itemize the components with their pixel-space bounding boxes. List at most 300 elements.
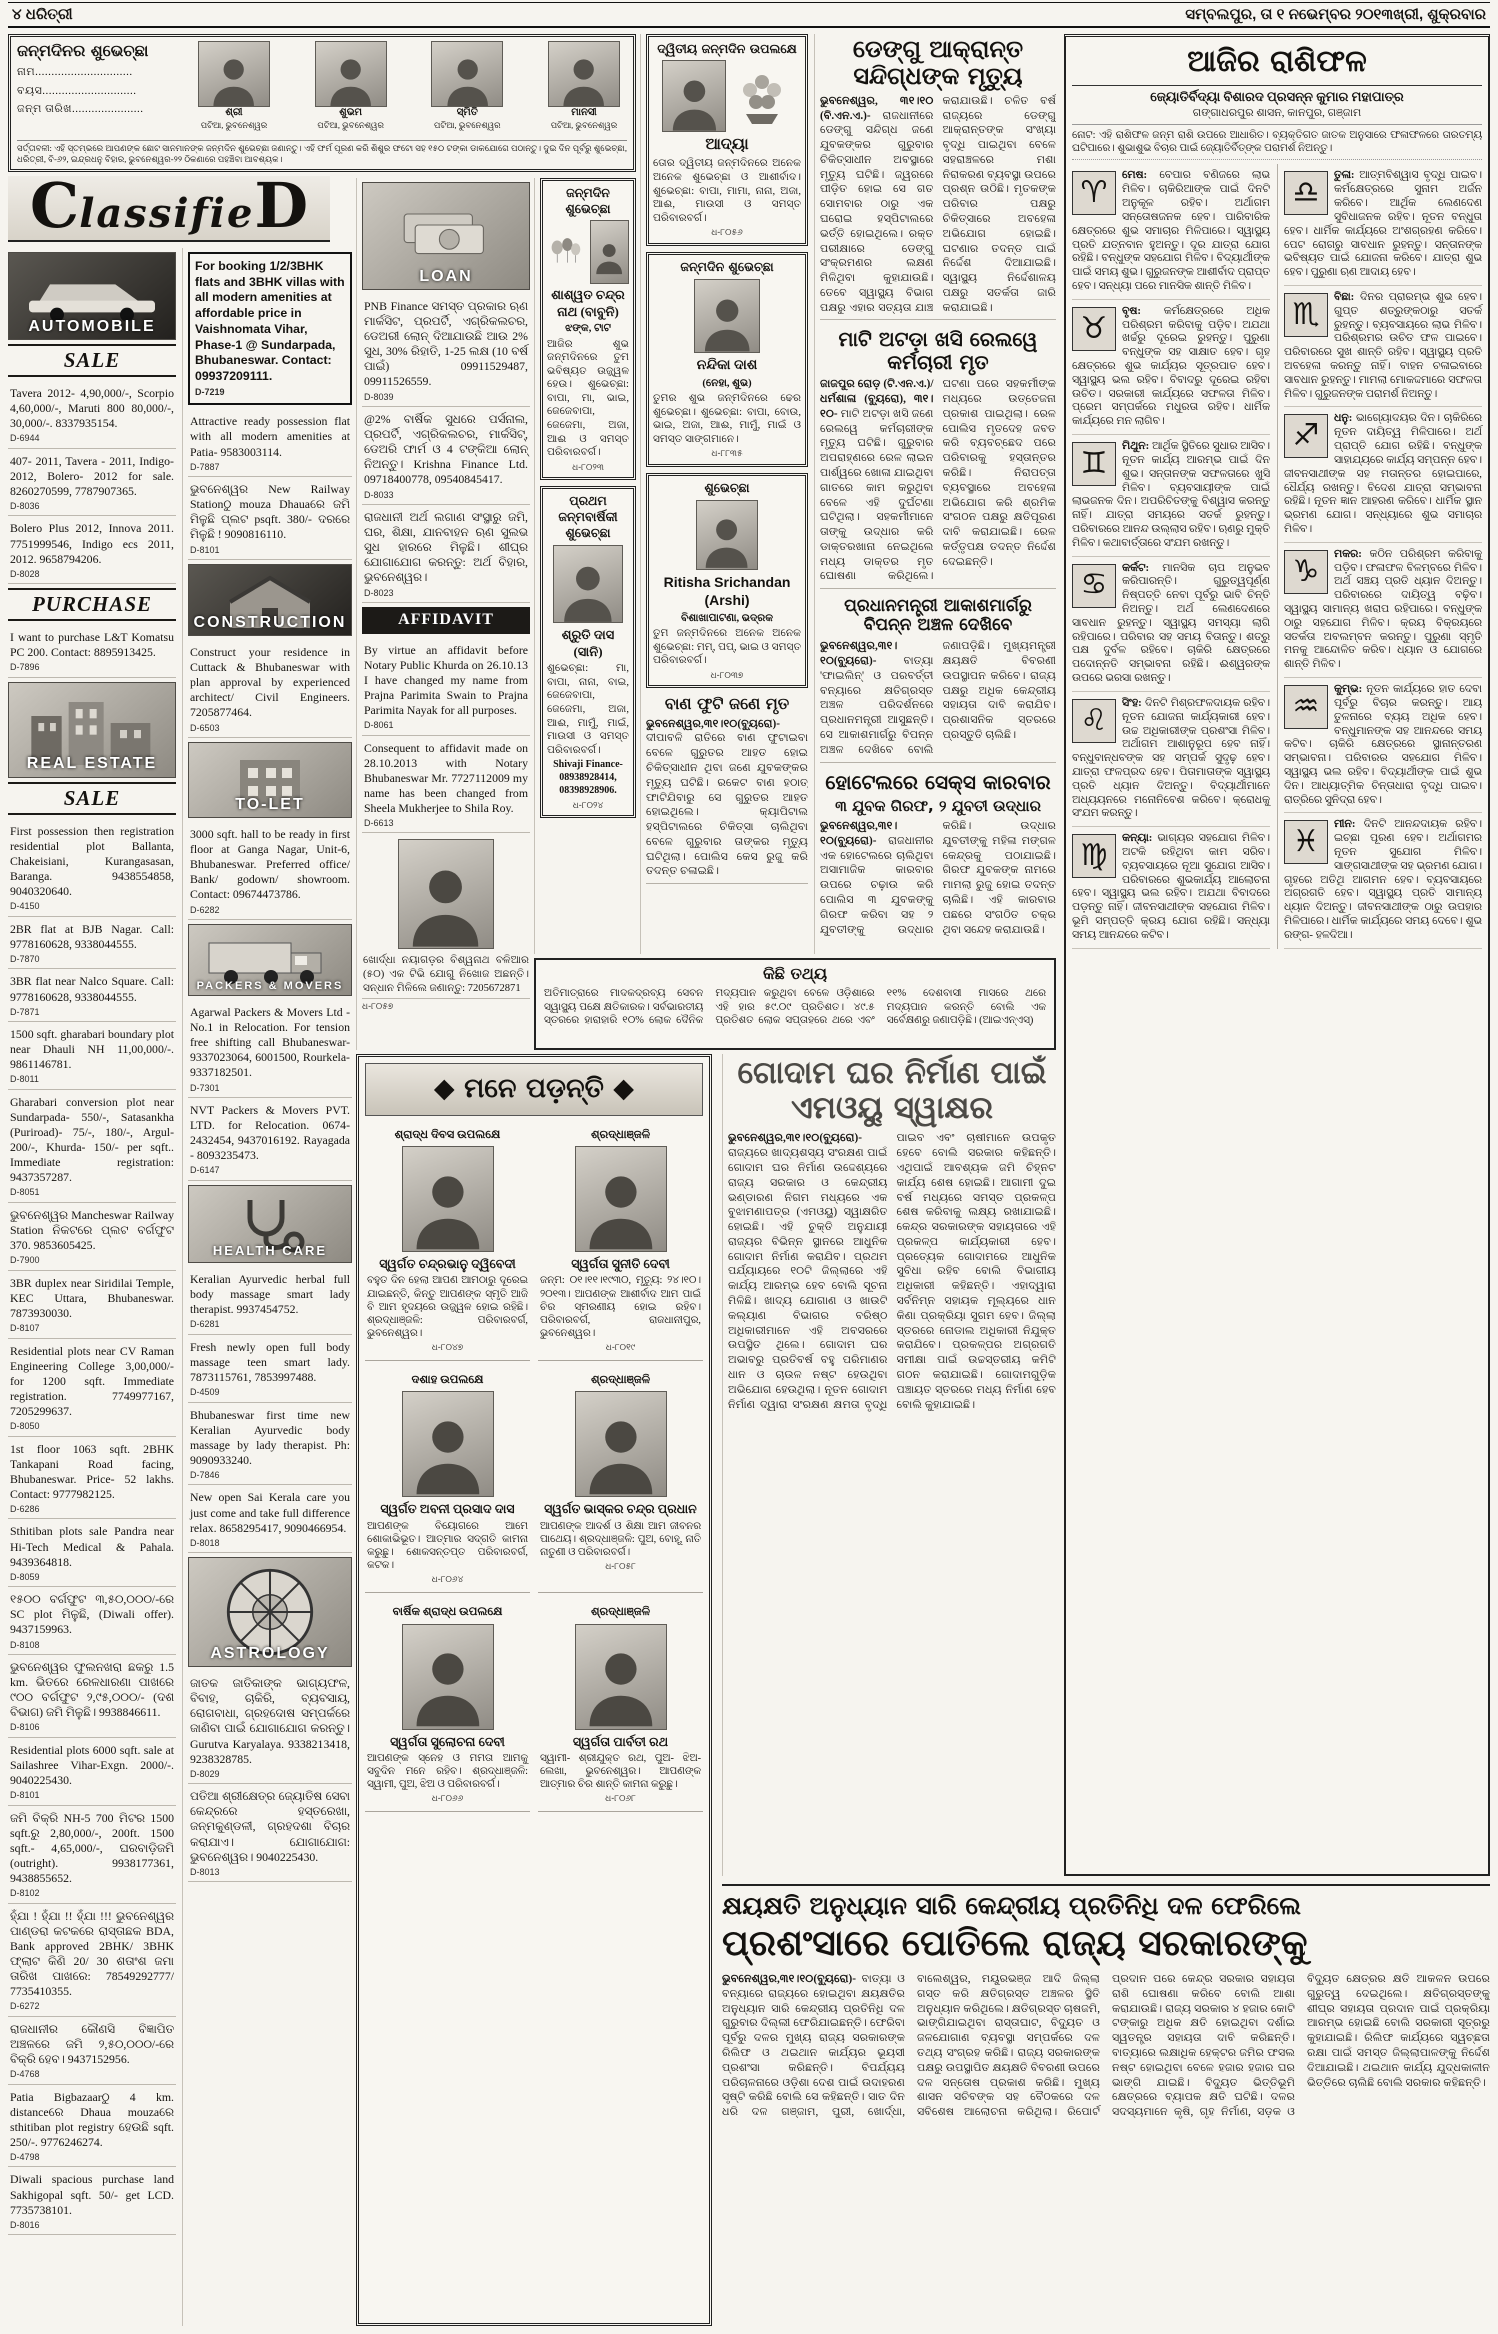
classified-ad [8, 381, 176, 449]
packers-ads [188, 1000, 352, 1181]
classified-ad-text: Consequent to affidavit made on 28.10.2013 with Notary Bhubaneswar Mr. 7727112009 my name has been changed from Sheela Mukherjee to Shila Roy. [364, 740, 528, 815]
shruti-birthday-box [540, 486, 636, 818]
flat-ads [188, 409, 352, 560]
birthday-message: ଶୁଭେଚ୍ଛା: ମା, ବାପା, ନାନା, ବାଇ, ଜେଜେବାପା, ଜେଜେମା, ଅଜା, ଆଈ, ମାମୁଁ, ମାଇଁ, ମାଉସୀ ଓ ସମସ୍ତ ପରିବାରବର୍ଗ। [547, 663, 629, 756]
logo-letter-d: D [254, 169, 309, 242]
astrology-photo [188, 1557, 352, 1667]
zodiac-sign-name: ମକର : [1334, 548, 1370, 560]
classified-ad-ref: D-8018 [190, 1537, 220, 1548]
birthday-message: ତୁମର ଶୁଭ ଜନ୍ମଦିନରେ ଢେର ଶୁଭେଚ୍ଛା। ଶୁଭେଚ୍ଛା: ବାପା, ବୋଉ, ଭାଇ, ଅଜା, ଆଈ, ମାମୁଁ, ମାଇଁ ଓ ସମସ୍ତ ସାଙ୍ଗମାନେ। [653, 393, 801, 445]
zodiac-sign-name: ମେଷ : [1122, 169, 1159, 181]
classified-ad-text: 3BR flat near Nalco Square. Call: 9778160628, 9338044555. [10, 974, 174, 1004]
classified-ad-text: NVT Packers & Movers PVT. LTD. for Relocation. 0674-2432454, 9437016192. Rayagada - 8093235473. [190, 1103, 350, 1163]
health-care-label: HEALTH CARE [212, 1243, 328, 1259]
classified-ad [8, 1022, 176, 1090]
booking-boxed-ad [188, 252, 352, 405]
automobile-photo [8, 252, 176, 340]
horoscope-entry [1072, 435, 1270, 557]
horoscope-text: କୁମ୍ଭ : ନୂତନ କାର୍ଯ୍ୟରେ ହାତ ଦେବା ପୂର୍ବରୁ ବିଚାର କରନ୍ତୁ। ଆୟ ତୁଳନାରେ ବ୍ୟୟ ଅଧିକ ହେବ। ବନ୍ଧୁମାନଙ୍କ ସହ ଆନନ୍ଦରେ ସମୟ କଟିବ। ଚାକିରି କ୍ଷେତ୍ରରେ ସ୍ଥାନାନ୍ତରଣ ସମ୍ଭାବନା। ପରିବାରର ସହଯୋଗ ମିଳିବ। ସ୍ୱାସ୍ଥ୍ୟ ଭଲ ରହିବ। ବିଦ୍ୟାର୍ଥୀଙ୍କ ପାଇଁ ଶୁଭ ଦିନ। ଆଧ୍ୟାତ୍ମିକ ଚିନ୍ତାଧାରା ବୃଦ୍ଧି ପାଇବ। ରାତ୍ରିରେ ସୁନିଦ୍ରା ହେବ। [1284, 683, 1482, 807]
child-photo [662, 60, 726, 132]
zodiac-sign-name: ଧନୁ : [1334, 412, 1356, 424]
classified-ad-ref: D-7887 [190, 461, 220, 472]
brief-dateline: ଭୁବନେଶ୍ୱର,୩୧।୧୦(ବ୍ୟୁରୋ)- [646, 717, 780, 730]
horoscope-text: କର୍କଟ : ମାନସିକ ଚାପ ଅନୁଭବ କରିପାରନ୍ତି। ଗୁରୁତ୍ୱପୂର୍ଣ୍ଣ ନିଷ୍ପତ୍ତି ନେବା ପୂର୍ବରୁ ଭାବି ଚିନ୍ତି ନିଅନ୍ତୁ। ଅର୍ଥ ଲେଣଦେଣରେ ସାବଧାନ ରୁହନ୍ତୁ। ସ୍ୱାସ୍ଥ୍ୟ ସମସ୍ୟା ଲାଗି ରହିପାରେ। ପରିବାର ସହ ସମୟ ବିତାନ୍ତୁ। ଶତ୍ରୁ ପକ୍ଷ ଦୁର୍ବଳ ରହିବେ। ଚାକିରି କ୍ଷେତ୍ରରେ ପଦୋନ୍ନତି ସମ୍ଭାବନା ରହିଛି। ଈଶ୍ୱରଙ୍କ ଉପରେ ଭରସା ରଖନ୍ତୁ। [1072, 562, 1270, 686]
horoscope-note: ନୋଟ: ଏହି ରାଶିଫଳ ଜନ୍ମ ରାଶି ଉପରେ ଆଧାରିତ। ବ୍ୟକ୍ତିଗତ ଜାତକ ଅନୁସାରେ ଫଳାଫଳରେ ତାରତମ୍ୟ ଘଟିପାରେ। ଶୁଭାଶୁଭ ବିଚାର ପାଇଁ ଜ୍ୟୋତିର୍ବିତ୍‌ଙ୍କ ପରାମର୍ଶ ନିଅନ୍ତୁ। [1072, 125, 1482, 160]
birthday-ref: ଧ-୮୦୫୬ [711, 227, 743, 238]
health-care-photo [188, 1185, 352, 1263]
construction-label: CONSTRUCTION [193, 613, 347, 631]
horoscope-entry [1072, 300, 1270, 435]
classified-ad-text: Diwali spacious purchase land Sakhigopal sqft. 50/- get LCD. 7735738101. [10, 2172, 174, 2217]
child-photo [548, 41, 620, 107]
classified-ad-text: Gharabari conversion plot near Sundarpada- 550/-, Satasankha (Puriroad)- 75/-, 180/-, Argul- 200/-, Khurda- 150/- per sqft.. Immediate registration: 9437357287. [10, 1094, 174, 1185]
zodiac-sign-name: ମୀନ : [1334, 818, 1364, 830]
classified-ad-text: New open Sai Kerala care you just come and take full difference relax. 8658295417, 9090466954. [190, 1490, 350, 1535]
memorial-occasion: ଦଶାହ ଉପଲକ୍ଷେ [411, 1373, 484, 1386]
birthday-child-place: ବିଶାଖାପାଟଣା, ଭଦ୍ରକ [681, 612, 773, 624]
horoscope-text: ମୀନ : ଦିନଟି ଆନନ୍ଦଦାୟକ ରହିବ। ଇଚ୍ଛା ପୂରଣ ହେବ। ଅର୍ଥାଗମର ନୂତନ ସୁଯୋଗ ମିଳିବ। ସାଙ୍ଗସାଥୀଙ୍କ ସହ ଭ୍ରମଣ ଯୋଗ। ଗୃହରେ ଅତିଥି ଆଗମନ ହେବ। ବ୍ୟବସାୟରେ ଅଗ୍ରଗତି ହେବ। ସ୍ୱାସ୍ଥ୍ୟ ପ୍ରତି ସାମାନ୍ୟ ଧ୍ୟାନ ଦିଅନ୍ତୁ। ଜୀବନସାଥୀଙ୍କ ଠାରୁ ଉପହାର ମିଳିପାରେ। ଧାର୍ମିକ କାର୍ଯ୍ୟରେ ସମୟ ଦେବେ। ଶୁଭ ରଙ୍ଗ- ହଳଦିଆ। [1284, 818, 1482, 942]
child-photo [431, 41, 503, 107]
memorial-occasion: ବାର୍ଷିକ ଶ୍ରାଦ୍ଧ ଉପଲକ୍ଷେ [392, 1605, 503, 1618]
birthday-kid: ସ୍ମିତି ପଟିଆ, ଭୁବନେଶ୍ୱର [424, 41, 510, 140]
central-team-headline: ପ୍ରଶଂସାରେ ପୋତିଲେ ରାଜ୍ୟ ସରକାରଙ୍କୁ [722, 1922, 1308, 1964]
second-birthday-title: ଦ୍ୱିତୀୟ ଜନ୍ମଦିନ ଉପଲକ୍ଷେ [657, 41, 797, 56]
railway-worker-headline: ମାଟି ଅଟଡ଼ା ଖସି ରେଲୱେ କର୍ମଚାରୀ ମୃତ [838, 327, 1038, 374]
classified-ad [8, 2167, 176, 2235]
classified-ad [8, 1437, 176, 1520]
age-field: ବୟସ............................. [17, 84, 137, 97]
zodiac-icon: ♌ [1072, 699, 1116, 743]
sponsor-line: Shivaji Finance- 08938928414, 08398928906. [553, 759, 623, 796]
birthday-wish-title: ଜନ୍ମଦିନ ଶୁଭେଚ୍ଛା [565, 185, 611, 216]
purchase-ads [8, 625, 176, 678]
classified-ad-ref: D-8059 [10, 1571, 40, 1582]
classified-ad-ref: D-8050 [10, 1421, 40, 1432]
memorial-photo [575, 1391, 667, 1497]
missing-person-caption: ଖୋର୍ଦ୍ଧା ନୟାଗଡ଼ର ବିଶ୍ୱନାଥ ବଳିଆର (୫୦) ଏକ ଟିଭି ଯୋଗୁ ନିଖୋଜ ଅଛନ୍ତି। ସନ୍ଧାନ ମିଳିଲେ ଜଣାନ୍ତୁ: 7205672871 [362, 951, 530, 999]
classified-ad-text: Tavera 2012- 4,90,000/-, Scorpio 4,60,000/-, Maruti 800 80,000/-, 30,000/-. 8337935154. [10, 385, 174, 431]
classified-ad-ref: D-8051 [10, 1187, 40, 1198]
booking-ad-text: For booking 1/2/3BHK flats and 3BHK villas with all modern amenities at affordable price in Vaishnomata Vihar, Phase-1 @ Sundarpada, Bhubaneswar. Contact: 09937209111. [195, 259, 345, 384]
flower-basket-icon [732, 60, 792, 132]
classified-ad [8, 2085, 176, 2168]
classified-ad-text: Attractive ready possession flat with all modern amenities at Patia- 9583003114. [190, 414, 350, 459]
greetings-column-b [640, 34, 808, 954]
memorial-ref: ଧ-୮୦୬୪ [431, 1574, 464, 1585]
classified-ad-text: ପତିଆ ଶ୍ରୀକ୍ଷେତ୍ର ଜ୍ୟୋତିଷ ସେବା କେନ୍ଦ୍ରରେ ହସ୍ତରେଖା, ଜନ୍ମକୁଣ୍ଡଳୀ, ଗ୍ରହଦଶା ବିଚାର କରାଯାଏ। ଯୋଗାଯୋଗ: ଭୁବନେଶ୍ୱର। 9040225430. [190, 1789, 350, 1864]
classified-ad [362, 638, 530, 736]
classified-ad-text: ୧୫୦୦ ବର୍ଗଫୁଟ ୩,୫୦,୦୦୦/-ରେ SC plot ମିଳୁଛି, (Diwali offer). 9437159963. [10, 1592, 174, 1637]
horoscope-entry [1284, 678, 1482, 813]
edition-dateline: ସମ୍ବଲପୁର, ତା ୧ ନଭେମ୍ବର ୨୦୧୩ଖ୍ରୀ, ଶୁକ୍ରବାର [1185, 5, 1486, 23]
facts-title: କିଛି ତଥ୍ୟ [762, 964, 828, 983]
zodiac-sign-name: ବିଛା : [1334, 291, 1360, 303]
zodiac-icon: ♉ [1072, 307, 1116, 351]
classified-logo [8, 169, 330, 242]
classified-ad [8, 1904, 176, 2017]
memorial-title: ◆ ମନେ ପଡ଼ନ୍ତି ◆ [365, 1063, 703, 1116]
classified-ad [8, 819, 176, 917]
horoscope-text: କନ୍ୟା : ଭାଗ୍ୟର ସହଯୋଗ ମିଳିବ। ଅଟକି ରହିଥିବା କାମ ସରିବ। ବ୍ୟବସାୟରେ ନୂଆ ସୁଯୋଗ ଆସିବ। ପରିବାରରେ ଶୁଭକାର୍ଯ୍ୟ ଆଲୋଚନା ହେବ। ସ୍ୱାସ୍ଥ୍ୟ ଭଲ ରହିବ। ଅଯଥା ବିବାଦରେ ପଡ଼ନ୍ତୁ ନାହିଁ। ଜୀବନସାଥୀଙ୍କ ସହଯୋଗ ମିଳିବ। ଭୂମି ସମ୍ପତ୍ତି କ୍ରୟ ଯୋଗ ରହିଛି। ସନ୍ଧ୍ୟା ସମୟ ଆନନ୍ଦରେ କଟିବ। [1072, 832, 1270, 943]
classified-ad-text: I want to purchase L&T Komatsu PC 200. Contact: 8895913425. [10, 630, 174, 660]
memorial-occasion: ଶ୍ରାଦ୍ଧ ଦିବସ ଉପଲକ୍ଷେ [394, 1128, 501, 1141]
dengue-headline: ଡେଙ୍ଗୁ ଆକ୍ରାନ୍ତ ସନ୍ଦିଗ୍ଧଙ୍କ ମୃତ୍ୟୁ [852, 35, 1024, 90]
real-estate-photo [8, 682, 176, 778]
zodiac-icon: ♋ [1072, 564, 1116, 608]
classified-ad-ref: D-4798 [10, 2151, 40, 2162]
memorial-entry [365, 1124, 530, 1361]
classified-ad [8, 1203, 176, 1271]
memorial-ref: ଧ-୮୦୫୮ [605, 1561, 636, 1572]
zodiac-icon: ♎ [1284, 171, 1328, 215]
auto-sale-ads [8, 381, 176, 584]
godown-mou-body: ଭୁବନେଶ୍ୱର,୩୧।୧୦(ବ୍ୟୁରୋ)- ରାଜ୍ୟରେ ଖାଦ୍ୟଶସ୍ୟ ସଂରକ୍ଷଣ ପାଇଁ ଗୋଦାମ ଘର ନିର୍ମାଣ ଉଦ୍ଦେଶ୍ୟରେ ରାଜ୍ୟ ସରକାର ଓ କେନ୍ଦ୍ରୀୟ ଭଣ୍ଡାରଣ ନିଗମ ମଧ୍ୟରେ ଏକ ବୁଝାମଣାପତ୍ର (ଏମଓୟୁ) ସ୍ୱାକ୍ଷରିତ ହୋଇଛି। ଏହି ଚୁକ୍ତି ଅନୁଯାୟୀ ରାଜ୍ୟର ବିଭିନ୍ନ ସ୍ଥାନରେ ଆଧୁନିକ ଗୋଦାମ ନିର୍ମାଣ କରାଯିବ। ପ୍ରଥମ ପର୍ଯ୍ୟାୟରେ ୧୦ଟି ଜିଲ୍ଲାରେ ଏହି କାର୍ଯ୍ୟ ଆରମ୍ଭ ହେବ ବୋଲି ସୂଚନା ମିଳିଛି। ଖାଦ୍ୟ ଯୋଗାଣ ଓ ଖାଉଟି କଲ୍ୟାଣ ବିଭାଗର ବରିଷ୍ଠ ଅଧିକାରୀମାନେ ଏହି ଅବସରରେ ଉପସ୍ଥିତ ଥିଲେ। ଗୋଦାମ ଘର ଅଭାବରୁ ପ୍ରତିବର୍ଷ ବହୁ ପରିମାଣର ଧାନ ଓ ଚାଉଳ ନଷ୍ଟ ହେଉଥିବା ଅଭିଯୋଗ ହେଉଥିଲା। ନୂତନ ଗୋଦାମ ନିର୍ମାଣ ଦ୍ୱାରା ସଂରକ୍ଷଣ କ୍ଷମତା ବୃଦ୍ଧି ପାଇବ ଏବଂ ଚାଷୀମାନେ ଉପକୃତ ହେବେ ବୋଲି ସରକାର କହିଛନ୍ତି। ଏଥିପାଇଁ ଆବଶ୍ୟକ ଜମି ଚିହ୍ନଟ କାର୍ଯ୍ୟ ଶେଷ ହୋଇଛି। ଆଗାମୀ ଦୁଇ ବର୍ଷ ମଧ୍ୟରେ ସମସ୍ତ ପ୍ରକଳ୍ପ ଶେଷ କରିବାକୁ ଲକ୍ଷ୍ୟ ରଖାଯାଇଛି। କେନ୍ଦ୍ର ସରକାରଙ୍କ ସହାୟତାରେ ଏହି ପ୍ରକଳ୍ପ କାର୍ଯ୍ୟକାରୀ ହେବ। ପ୍ରତ୍ୟେକ ଗୋଦାମରେ ଆଧୁନିକ ସୁବିଧା ରହିବ ବୋଲି ବିଭାଗୀୟ ଅଧିକାରୀ କହିଛନ୍ତି। ଏହାଦ୍ୱାରା ସର୍ବନିମ୍ନ ସହାୟକ ମୂଲ୍ୟରେ ଧାନ କିଣା ପ୍ରକ୍ରିୟା ସୁଗମ ହେବ। ଜିଲ୍ଲା ସ୍ତରରେ ନୋଡାଲ ଅଧିକାରୀ ନିଯୁକ୍ତ କରାଯିବେ। ପ୍ରକଳ୍ପର ଅଗ୍ରଗତି ସମୀକ୍ଷା ପାଇଁ ଉଚ୍ଚସ୍ତରୀୟ କମିଟି ଗଠନ କରାଯାଇଛି। ଗୋଦାମଗୁଡ଼ିକ ପଞ୍ଚାୟତ ସ୍ତରରେ ମଧ୍ୟ ନିର୍ମାଣ ହେବ ବୋଲି କୁହାଯାଇଛି। [728, 1132, 1056, 1411]
classified-ad-text: Bolero Plus 2012, Innova 2011. 7751999546, Indigo ecs 2011, 2012. 9658794206. [10, 521, 174, 566]
money-icon [391, 203, 501, 269]
classified-ad-ref: D-8101 [190, 544, 220, 555]
memorial-ref: ଧ-୮୦୧୯ [605, 1342, 636, 1353]
real-estate-ads [8, 819, 176, 2236]
memorial-message: ଆପଣଙ୍କ ସ୍ନେହ ଓ ମମତା ଆମକୁ ସବୁଦିନ ମନେ ରହିବ। ଶ୍ରଦ୍ଧାଞ୍ଜଳି: ସ୍ୱାମୀ, ପୁଅ, ଝିଅ ଓ ପରିବାରବର୍ଗ। [367, 1752, 528, 1790]
facts-box [534, 958, 1056, 1050]
real-estate-label: REAL ESTATE [26, 755, 158, 773]
classified-ad-ref: D-6613 [364, 817, 394, 828]
firecracker-death-brief [646, 694, 808, 884]
news-column [814, 34, 1056, 954]
zodiac-sign-name: ସିଂହ : [1122, 697, 1145, 709]
ritisha-birthday-box [646, 473, 808, 688]
astrology-ads [188, 1671, 352, 1882]
classified-ad-text: ଭୁବନେଶ୍ୱର Mancheswar Railway Station ନିକଟରେ ପ୍ଲଟ ବର୍ଗଫୁଟ 370. 9853605425. [10, 1207, 174, 1253]
birthday-wish-title: ଶୁଭେଚ୍ଛା [704, 479, 750, 495]
classified-ad-ref: D-8013 [190, 1866, 220, 1877]
horoscope-entry [1284, 407, 1482, 542]
classified-ad [8, 969, 176, 1022]
memorial-photo [575, 1146, 667, 1252]
central-team-body: ଭୁବନେଶ୍ୱର,୩୧।୧୦(ବ୍ୟୁରୋ)- ବାତ୍ୟା ଓ ବନ୍ୟାରେ ରାଜ୍ୟରେ ହୋଇଥିବା କ୍ଷୟକ୍ଷତିର ଅନୁଧ୍ୟାନ ସାରି କେନ୍ଦ୍ରୀୟ ପ୍ରତିନିଧି ଦଳ ଗୁରୁବାର ଦିଲ୍ଲୀ ଫେରିଯାଇଛନ୍ତି। ଫେରିବା ପୂର୍ବରୁ ଦଳର ମୁଖ୍ୟ ରାଜ୍ୟ ସରକାରଙ୍କ ରିଲିଫ ଓ ଥଇଥାନ କାର୍ଯ୍ୟର ଭୂୟସୀ ପ୍ରଶଂସା କରିଛନ୍ତି। ବିପର୍ଯ୍ୟୟ ପରିଚାଳନାରେ ଓଡ଼ିଶା ଦେଶ ପାଇଁ ଉଦାହରଣ ସୃଷ୍ଟି କରିଛି ବୋଲି ସେ କହିଛନ୍ତି। ସାତ ଦିନ ଧରି ଦଳ ଗଞ୍ଜାମ, ପୁରୀ, ଖୋର୍ଦ୍ଧା, ବାଲେଶ୍ୱର, ମୟୂରଭଞ୍ଜ ଆଦି ଜିଲ୍ଲା ଗସ୍ତ କରି କ୍ଷତିଗ୍ରସ୍ତ ଅଞ୍ଚଳର ସ୍ଥିତି ଅନୁଧ୍ୟାନ କରିଥିଲେ। କ୍ଷତିଗ୍ରସ୍ତ ଚାଷଜମି, ଭାଙ୍ଗିଯାଇଥିବା ରାସ୍ତାଘାଟ, ବିଦ୍ୟୁତ ଓ ଜଳଯୋଗାଣ ବ୍ୟବସ୍ଥା ସମ୍ପର୍କରେ ଦଳ ତଥ୍ୟ ସଂଗ୍ରହ କରିଛି। ରାଜ୍ୟ ସରକାରଙ୍କ ପକ୍ଷରୁ ଉପସ୍ଥାପିତ କ୍ଷୟକ୍ଷତି ବିବରଣୀ ଉପରେ ଦଳ ସନ୍ତୋଷ ପ୍ରକାଶ କରିଛି। ମୁଖ୍ୟ ଶାସନ ସଚିବଙ୍କ ସହ ବୈଠକରେ ଦଳ ସବିଶେଷ ଆଲୋଚନା କରିଥିଲା। ରିପୋର୍ଟ ପ୍ରଦାନ ପରେ କେନ୍ଦ୍ର ସରକାର ସହାୟତା ରାଶି ଘୋଷଣା କରିବେ ବୋଲି ଆଶା କରାଯାଉଛି। ରାଜ୍ୟ ସରକାର ୪ ହଜାର କୋଟି ଟଙ୍କାରୁ ଅଧିକ କ୍ଷତି ହୋଇଥିବା ଦର୍ଶାଇ ସ୍ୱତନ୍ତ୍ର ସହାୟତା ଦାବି କରିଛନ୍ତି। ବାତ୍ୟାରେ ଲକ୍ଷାଧିକ ହେକ୍ଟର ଜମିର ଫସଲ ନଷ୍ଟ ହୋଇଥିବା ବେଳେ ହଜାର ହଜାର ଘର ଭାଙ୍ଗି ଯାଇଛି। ବିଦ୍ୟୁତ ଭିତ୍ତିଭୂମି କ୍ଷେତ୍ରରେ ବ୍ୟାପକ କ୍ଷତି ଘଟିଛି। ଦଳର ସଦସ୍ୟମାନେ କୃଷି, ଗୃହ ନିର୍ମାଣ, ସଡ଼କ ଓ ବିଦ୍ୟୁତ କ୍ଷେତ୍ରର କ୍ଷତି ଆକଳନ ଉପରେ ଗୁରୁତ୍ୱ ଦେଇଥିଲେ। କ୍ଷତିଗ୍ରସ୍ତଙ୍କୁ ଶୀଘ୍ର ସହାୟତା ପ୍ରଦାନ ପାଇଁ ପ୍ରକ୍ରିୟା ଆରମ୍ଭ ହୋଇଛି ବୋଲି ସରକାରୀ ସୂତ୍ରରୁ କୁହାଯାଇଛି। ରିଲିଫ କାର୍ଯ୍ୟରେ ସ୍ୱଚ୍ଛତା ରକ୍ଷା ପାଇଁ ସମସ୍ତ ଜିଲ୍ଲାପାଳଙ୍କୁ ନିର୍ଦ୍ଦେଶ ଦିଆଯାଇଛି। ଥଇଥାନ କାର୍ଯ୍ୟ ଯୁଦ୍ଧକାଳୀନ ଭିତ୍ତିରେ ଚାଲିଛି ବୋଲି ସରକାର କହିଛନ୍ତି। [722, 1973, 1490, 2119]
classified-ad-text: Residential plots near CV Raman Engineering College 3,00,000/- for 1200 sqft. Immediate registration. 7749977167, 7205299637. [10, 1343, 174, 1418]
memorial-entries [365, 1124, 703, 1812]
booking-ad-ref: D-7219 [195, 386, 225, 397]
missing-person-ref: ଧ-୮୦୫୭ [362, 1001, 394, 1012]
memorial-photo [402, 1624, 494, 1730]
classified-ad [8, 1806, 176, 1904]
horoscope-text: ମିଥୁନ : ଆର୍ଥିକ ସ୍ଥିତିରେ ସୁଧାର ଆସିବ। ନୂତନ କାର୍ଯ୍ୟ ଆରମ୍ଭ ପାଇଁ ଦିନ ଶୁଭ। ସନ୍ତାନଙ୍କ ସଫଳତାରେ ଖୁସି ମିଳିବ। ବ୍ୟବସାୟୀଙ୍କ ପାଇଁ ଲାଭଜନକ ଦିନ। ଅପରିଚିତଙ୍କୁ ବିଶ୍ୱାସ କରନ୍ତୁ ନାହିଁ। ଯାତ୍ରା ସମୟରେ ସତର୍କ ରୁହନ୍ତୁ। ପରିବାରରେ ଆନନ୍ଦ ଉଲ୍ଲାସ ରହିବ। ଋଣରୁ ମୁକ୍ତି ମିଳିବ। କଥାବାର୍ତ୍ତାରେ ସଂଯମ ରଖନ୍ତୁ। [1072, 440, 1270, 551]
classified-ad-ref: D-6147 [190, 1165, 220, 1176]
classified-ad-text: Fresh newly open full body massage teen smart lady. 7873115761, 7853997488. [190, 1339, 350, 1384]
classified-ad [8, 1655, 176, 1738]
classified-ad [8, 2017, 176, 2085]
classified-ad-ref: D-8016 [10, 2219, 40, 2230]
birthday-wish-title: ଜନ୍ମଦିନ ଶୁଭେଚ୍ଛା [680, 258, 774, 274]
child-photo [198, 41, 270, 107]
classified-ad [188, 1485, 352, 1553]
memorial-occasion: ଶ୍ରଦ୍ଧାଞ୍ଜଳି [590, 1373, 651, 1386]
birthday-form-title: ଜନ୍ମଦିନର ଶୁଭେଚ୍ଛା [17, 41, 149, 60]
astrologer-address: ଗଙ୍ଗାଧରପୁର ଶାସନ, କାନପୁର, ଗଞ୍ଜାମ [1072, 106, 1482, 125]
birthday-ref: ଧ-୮୦୨୩ [572, 461, 604, 472]
classified-ad-ref: D-8039 [364, 391, 394, 402]
classifieds-column-1 [8, 248, 176, 2326]
memorial-name: ସ୍ୱର୍ଗତା ପାର୍ବତୀ ରଥ [572, 1734, 669, 1749]
classified-ad [188, 640, 352, 738]
classified-ad-ref: D-8036 [10, 500, 40, 511]
classified-ad-text: PNB Finance ସମସ୍ତ ପ୍ରକାର ଋଣ ମାର୍କସିଟ, ପ୍ରପର୍ଟି, ଏଗ୍ରିକଲଚର, ଡେଅରୀ ଲୋନ୍ ଦିଆଯାଉଛି ଆଉ 2% ସୁଧ, 30% ରିହାତି, 1-25 ଲକ୍ଷ (10 ବର୍ଷ ପାଇଁ) 09911529487, 09911526559. [364, 299, 528, 389]
to-let-label: TO-LET [235, 795, 305, 813]
zodiac-icon: ♍ [1072, 834, 1116, 878]
memorial-name: ସ୍ୱର୍ଗତ ଭାସ୍କର ଚନ୍ଦ୍ର ପ୍ରଧାନ [544, 1502, 697, 1517]
classified-ad-ref: D-8011 [10, 1074, 39, 1085]
classified-ad [188, 1267, 352, 1335]
classified-ad-ref: D-8028 [10, 568, 40, 579]
zodiac-sign-name: କର୍କଟ : [1122, 562, 1162, 574]
classified-ad [8, 1271, 176, 1339]
memorial-name: ସ୍ୱର୍ଗତା ସୁଲୋଚନା ଦେବୀ [390, 1734, 505, 1749]
brief-headline: ବାଣ ଫୁଟି ଜଣେ ମୃତ [664, 694, 790, 714]
classified-ad [8, 1738, 176, 1806]
horoscope-entry [1072, 557, 1270, 692]
hotel-raid-body: ଭୁବନେଶ୍ୱର,୩୧।୧୦(ବ୍ୟୁରୋ)- ରାଜଧାନୀର ଏକ ହୋଟେଲରେ ଚାଲିଥିବା ଅସାମାଜିକ କାରବାର ଉପରେ ଚଢ଼ାଉ କରି ପୋଲିସ ୩ ଯୁବକଙ୍କୁ ଗିରଫ କରିବା ସହ ୨ ଯୁବତୀଙ୍କୁ ଉଦ୍ଧାର କରିଛି। ଉଦ୍ଧାର ଯୁବତୀଙ୍କୁ ମହିଳା ମଙ୍ଗଳ କେନ୍ଦ୍ରକୁ ପଠାଯାଇଛି। ଗିରଫ ଯୁବକଙ୍କ ନାମରେ ମାମଲା ରୁଜୁ ହୋଇ ତଦନ୍ତ ଚାଲିଛି। ଏହି କାରବାର ପଛରେ ସଂଗଠିତ ଚକ୍ର ଥିବା ସନ୍ଦେହ କରାଯାଉଛି। [820, 820, 1056, 936]
classified-ad-text: By virtue an affidavit before Notary Public Khurda on 26.10.13 I have changed my name from Prajna Parimita Swain to Prajna Parimita Nayak for all purposes. [364, 642, 528, 717]
classified-ad-ref: D-8061 [364, 719, 394, 730]
godown-mou-article [722, 1054, 1056, 1876]
packers-label: PACKERS & MOVERS [196, 979, 344, 992]
horoscope-title: ଆଜିର ରାଶିଫଳ [1072, 43, 1482, 86]
masthead [8, 2, 1490, 28]
memorial-section [356, 1054, 712, 2326]
classified-ad [362, 505, 530, 603]
birthday-wish-form-box [8, 34, 636, 172]
memorial-ref: ଧ-୮୦୬୬ [431, 1793, 464, 1804]
classified-ad-text: Residential plots 6000 sqft. sale at Sailashree Vihar-Exgn. 2000/-. 9040225430. [10, 1742, 174, 1788]
railway-worker-body: ଜାଜପୁର ରୋଡ଼ (ଟି.ଏନ.ଏ.)/ ଧର୍ମଶାଳା (ବ୍ୟୁରୋ), ୩୧।୧୦- ମାଟି ଅଟଡ଼ା ଖସି ଜଣେ ରେଲୱେ କର୍ମଚାରୀଙ୍କ ମୃତ୍ୟୁ ଘଟିଛି। ଗୁରୁବାର ଅପରାହ୍ଣରେ ରେଳ ଲାଇନ ପାର୍ଶ୍ୱରେ ଖୋଳା ଯାଇଥିବା ଗାତରେ କାମ କରୁଥିବା ବେଳେ ଏହି ଦୁର୍ଘଟଣା ଘଟିଥିଲା। ସହକର୍ମୀମାନେ ତାଙ୍କୁ ଉଦ୍ଧାର କରି ଡାକ୍ତରଖାନା ନେଇଥିଲେ ମଧ୍ୟ ଡାକ୍ତର ମୃତ ଘୋଷଣା କରିଥିଲେ। ଘଟଣା ପରେ ସହକର୍ମୀଙ୍କ ମଧ୍ୟରେ ଉତ୍ତେଜନା ପ୍ରକାଶ ପାଇଥିଲା। ରେଳ ପୋଲିସ ମୃତଦେହ ଜବତ କରି ବ୍ୟବଚ୍ଛେଦ ପରେ ପରିବାରକୁ ହସ୍ତାନ୍ତର କରିଛି। ନିରାପତ୍ତା ବ୍ୟବସ୍ଥାରେ ଅବହେଳା ଅଭିଯୋଗ କରି ଶ୍ରମିକ ସଂଗଠନ ପକ୍ଷରୁ କ୍ଷତିପୂରଣ ଦାବି କରାଯାଇଛି। ରେଳ କର୍ତ୍ତୃପକ୍ଷ ତଦନ୍ତ ନିର୍ଦ୍ଦେଶ ଦେଇଛନ୍ତି। [820, 378, 1056, 583]
balloons-icon [547, 220, 584, 284]
birthday-kids-strip [191, 41, 627, 140]
horoscope-text: ମକର : କଠିନ ପରିଶ୍ରମ କରିବାକୁ ପଡ଼ିବ। ଫଳାଫଳ ବିଳମ୍ବରେ ମିଳିବ। ଅର୍ଥ ସଞ୍ଚୟ ପ୍ରତି ଧ୍ୟାନ ଦିଅନ୍ତୁ। ପରିବାରରେ ଦାୟିତ୍ୱ ବଢ଼ିବ। ସ୍ୱାସ୍ଥ୍ୟ ସାମାନ୍ୟ ଖରାପ ରହିପାରେ। ବନ୍ଧୁଙ୍କ ଠାରୁ ସହଯୋଗ ମିଳିବ। କ୍ରୟ ବିକ୍ରୟରେ ସତର୍କତା ଅବଲମ୍ବନ କରନ୍ତୁ। ପୁରୁଣା ସ୍ମୃତି ମନକୁ ଆନ୍ଦୋଳିତ କରିବ। ଧ୍ୟାନ ଓ ଯୋଗରେ ଶାନ୍ତି ମିଳିବ। [1284, 548, 1482, 672]
central-team-kicker: କ୍ଷୟକ୍ଷତି ଅନୁଧ୍ୟାନ ସାରି କେନ୍ଦ୍ରୀୟ ପ୍ରତିନିଧି ଦଳ ଫେରିଲେ [722, 1891, 1301, 1920]
memorial-photo [575, 1624, 667, 1730]
memorial-entry [538, 1601, 703, 1812]
construction-photo [188, 564, 352, 636]
zodiac-icon: ♑ [1284, 550, 1328, 594]
birthday-ref: ଧ-୮୦୩୭ [710, 669, 744, 680]
construction-ads [188, 640, 352, 738]
classified-ad-ref: D-8033 [364, 489, 394, 500]
health-care-ads [188, 1267, 352, 1553]
classified-ad-ref: D-4150 [10, 901, 40, 912]
saswat-birthday-box [540, 178, 636, 480]
first-anniversary-title: ପ୍ରଥମ ଜନ୍ମବାର୍ଷିକୀ ଶୁଭେଚ୍ଛା [558, 493, 618, 541]
birthday-kid: ଶ୍ରୀ ପଟିଆ, ଭୁବନେଶ୍ୱର [191, 41, 277, 140]
loan-ads [362, 294, 530, 603]
child-photo [694, 279, 760, 353]
zodiac-icon: ♈ [1072, 171, 1116, 215]
classified-ad [362, 294, 530, 407]
memorial-entry [365, 1601, 530, 1812]
birthday-child-name: ଶାଶ୍ୱତ ଚନ୍ଦ୍ର ନାଥ (ବାବୁନି) [551, 287, 625, 319]
classified-ad-text: ହ୍ଯାଁ ! ହ୍ଯାଁ !! ହ୍ଯାଁ !!! ଭୁବନେଶ୍ୱର ପାଣ୍ଡରା କଟକରେ ରାସ୍ତାଛକ BDA, Bank approved 2BHK/ 3BHK ଫ୍ଲାଟ କିଣି 20/ 30 ଶତାଂଶ ଜମା ତାରିଖ ପାଖରେ: 78549292777/ 7735410355. [10, 1908, 174, 1999]
memorial-message: ସ୍ୱାମୀ- ଶ୍ରୀଯୁକ୍ତ ରଥ, ପୁଅ- ଝିଅ- ଲେଖା, ଭୁବନେଶ୍ୱର। ଆପଣଙ୍କ ଆତ୍ମାର ଚିର ଶାନ୍ତି କାମନା କରୁଛୁ। [540, 1752, 701, 1790]
classified-ad-text: Construct your residence in Cuttack & Bhubaneswar with plan approval by experienced architect/ Civil Engineers. 7205877464. [190, 645, 350, 720]
memorial-photo [402, 1391, 494, 1497]
classified-ad-text: Sthitiban plots sale Pandra near Hi-Tech Medical & Pahala. 9439364818. [10, 1524, 174, 1569]
horoscope-section [1064, 34, 1490, 1876]
classified-ad-text: 1500 sqft. gharabari boundary plot near Dhauli NH 11,00,000/-. 9861146781. [10, 1027, 174, 1072]
greetings-column-a [534, 178, 636, 954]
classified-ad-ref: D-7301 [190, 1082, 220, 1093]
zodiac-icon: ♒ [1284, 685, 1328, 729]
zodiac-icon: ♊ [1072, 442, 1116, 486]
classified-ad-text: 3BR duplex near Siridilai Temple, KEC Uttara, Bhubaneswar. 7873930030. [10, 1275, 174, 1320]
classified-ad [188, 822, 352, 920]
packers-photo [188, 924, 352, 996]
classified-ad-text: Patia Bigbazaarଠୁ 4 km. distanceରେ Dhaua mouzaରେ sthitiban plot registry ହେଉଛି sqft. 250/-. 9776246274. [10, 2089, 174, 2149]
memorial-entry [538, 1124, 703, 1361]
hotel-raid-article [820, 771, 1056, 942]
birthday-child-name: ଆଦ୍ୟା [705, 136, 749, 153]
classified-ad [188, 409, 352, 477]
child-photo [696, 500, 758, 570]
horoscope-text: ସିଂହ : ଦିନଟି ମିଶ୍ରଫଳଦାୟକ ରହିବ। ନୂତନ ଯୋଜନା କାର୍ଯ୍ୟକାରୀ ହେବ। ଉଚ୍ଚ ଅଧିକାରୀଙ୍କ ପ୍ରଶଂସା ମିଳିବ। ଅର୍ଥାଗମ ଆଶାନୁରୂପ ହେବ ନାହିଁ। ବନ୍ଧୁବାନ୍ଧବଙ୍କ ସହ ସମ୍ପର୍କ ସୁଦୃଢ଼ ହେବ। ଯାତ୍ରା ଫଳପ୍ରଦ ହେବ। ପିତାମାତାଙ୍କ ସ୍ୱାସ୍ଥ୍ୟ ପ୍ରତି ଧ୍ୟାନ ଦିଅନ୍ତୁ। ବିଦ୍ୟାର୍ଥୀମାନେ ଅଧ୍ୟୟନରେ ମନୋନିବେଶ କରିବେ। କ୍ରୋଧକୁ ସଂଯମ କରନ୍ତୁ। [1072, 697, 1270, 821]
classified-ad [188, 1784, 352, 1882]
classified-ad [362, 407, 530, 505]
classified-ad [188, 1403, 352, 1486]
memorial-name: ସ୍ୱର୍ଗତ ଅବନୀ ପ୍ରସାଦ ଦାସ [380, 1502, 515, 1517]
hotel-raid-subhead: ୩ ଯୁବକ ଗିରଫ, ୨ ଯୁବତୀ ଉଦ୍ଧାର [835, 796, 1041, 815]
zodiac-sign-name: ମିଥୁନ : [1122, 440, 1152, 452]
memorial-photo [402, 1146, 494, 1252]
zodiac-sign-name: କୁମ୍ଭ : [1334, 683, 1366, 695]
horoscope-entry [1284, 164, 1482, 286]
classified-ad-text: Keralian Ayurvedic herbal full body massage smart lady therapist. 9937454752. [190, 1271, 350, 1317]
classified-ad [8, 1519, 176, 1587]
classified-ad-text: 407- 2011, Tavera - 2011, Indigo- 2012, Bolero- 2012 for sale. 8260270599, 7787907365. [10, 453, 174, 498]
classified-ad-ref: D-6281 [190, 1319, 220, 1330]
classified-ad-ref: D-6282 [190, 904, 220, 915]
automobile-label: AUTOMOBILE [28, 317, 156, 335]
zodiac-icon: ♏ [1284, 293, 1328, 337]
classifieds-column-2 [182, 248, 352, 2326]
page-title: ୪ ଧରିତ୍ରୀ [12, 5, 73, 23]
classified-ad [8, 1090, 176, 1203]
classified-ad-ref: D-4768 [10, 2069, 40, 2080]
horoscope-entry [1284, 286, 1482, 408]
memorial-name: ସ୍ୱର୍ଗତା ସୁନୀତି ଦେବୀ [571, 1257, 670, 1272]
classified-ad [8, 516, 176, 584]
dengue-body: ଭୁବନେଶ୍ୱର, ୩୧।୧୦ (ବି.ଏନ.ଏ.)- ରାଜଧାନୀରେ ଡେଙ୍ଗୁ ସନ୍ଦିଗ୍ଧ ଜଣେ ଯୁବକଙ୍କର ଗୁରୁବାର ଚିକିତ୍ସାଧୀନ ଅବସ୍ଥାରେ ମୃତ୍ୟୁ ଘଟିଛି। ଜ୍ୱରରେ ପୀଡ଼ିତ ହୋଇ ସେ ଗତ ସୋମବାର ଠାରୁ ଏକ ଘରୋଇ ହସ୍ପିଟାଲରେ ଭର୍ତ୍ତି ହୋଇଥିଲେ। ରକ୍ତ ପରୀକ୍ଷାରେ ଡେଙ୍ଗୁ ସଂକ୍ରମଣର ଲକ୍ଷଣ ମିଳିଥିବା କୁହାଯାଉଛି। ତେବେ ସ୍ୱାସ୍ଥ୍ୟ ବିଭାଗ ପକ୍ଷରୁ ଏହାର ସତ୍ୟତା ଯାଞ୍ଚ କରାଯାଉଛି। ଚଳିତ ବର୍ଷ ରାଜ୍ୟରେ ଡେଙ୍ଗୁ ଆକ୍ରାନ୍ତଙ୍କ ସଂଖ୍ୟା ବୃଦ୍ଧି ପାଇଥିବା ବେଳେ ସହରାଞ୍ଚଳରେ ମଶା ନିରାକରଣ ବ୍ୟବସ୍ଥା ଉପରେ ପ୍ରଶ୍ନ ଉଠିଛି। ମୃତକଙ୍କ ପରିବାର ପକ୍ଷରୁ ଚିକିତ୍ସାରେ ଅବହେଳା ଅଭିଯୋଗ ହୋଇଛି। ଘଟଣାର ତଦନ୍ତ ପାଇଁ ନିର୍ଦ୍ଦେଶ ଦିଆଯାଇଛି। ସ୍ୱାସ୍ଥ୍ୟ ନିର୍ଦ୍ଦେଶାଳୟ ପକ୍ଷରୁ ସତର୍କତା ଜାରି କରାଯାଇଛି। [820, 94, 1056, 314]
pm-visit-headline: ପ୍ରଧାନମନ୍ତ୍ରୀ ଆକାଶମାର୍ଗରୁ ବିପନ୍ନ ଅଞ୍ଚଳ ଦେଖିବେ [844, 596, 1032, 636]
memorial-name: ସ୍ୱର୍ଗତ ଚନ୍ଦ୍ରଭାନୁ ଦ୍ୱିବେଦୀ [379, 1257, 516, 1272]
birthday-kid: ଶୁଭମ ପଟିଆ, ଭୁବନେଶ୍ୱର [308, 41, 394, 140]
classified-ad-ref: D-7870 [10, 953, 40, 964]
loan-label: LOAN [419, 267, 473, 285]
birthday-message: ତୋର ଦ୍ୱିତୀୟ ଜନ୍ମଦିନରେ ଅନେକ ଅନେକ ଶୁଭେଚ୍ଛା ଓ ଆଶୀର୍ବାଦ। ଶୁଭେଚ୍ଛା: ବାପା, ମାମା, ନାନା, ଅଜା, ଆଈ, ମାଉସୀ ଓ ସମସ୍ତ ପରିବାରବର୍ଗ। [653, 158, 801, 224]
classified-ad-ref: D-8101 [10, 1790, 40, 1801]
child-photo [553, 545, 623, 623]
zodiac-sign-name: ତୁଳା : [1334, 169, 1359, 181]
classifieds-column-3 [356, 178, 530, 1050]
zodiac-icon: ♓ [1284, 820, 1328, 864]
birthday-child-name: ନନ୍ଦିକା ଦାଶ [696, 357, 758, 373]
classified-ad-ref: D-8102 [10, 1888, 40, 1899]
classified-ad-text: Bhubaneswar first time new Keralian Ayurvedic body massage by lady therapist. Ph: 9090933240. [190, 1407, 350, 1467]
sale-heading-2: SALE [8, 782, 176, 815]
zodiac-sign-name: ବୃଷ : [1122, 305, 1164, 317]
to-let-photo [188, 742, 352, 818]
classified-ad-ref: D-4509 [190, 1387, 220, 1397]
classified-ad [8, 449, 176, 517]
zodiac-icon: ♐ [1284, 414, 1328, 458]
classified-ad-ref: D-6503 [190, 722, 220, 733]
birthday-ref: ଧ-୮୦୨୪ [572, 799, 604, 810]
classified-ad-text: Agarwal Packers & Movers Ltd - No.1 in Relocation. For tension free shifting call Bhubaneswar- 9337023064, 6001500, Rourkela- 9337182501. [190, 1005, 350, 1080]
affidavit-heading: AFFIDAVIT [362, 607, 530, 633]
horoscope-entries [1072, 164, 1482, 948]
classified-ad-ref: D-6944 [10, 433, 40, 444]
horoscope-entry [1072, 692, 1270, 827]
classified-ad [188, 1098, 352, 1181]
memorial-message: ଜନ୍ମ: ୦୧।୧୧।୧୯୩୦, ମୃତ୍ୟୁ: ୨୪।୧୦।୨୦୧୩। ଆପଣଙ୍କ ଆଶୀର୍ବାଦ ଆମ ପାଇଁ ଚିର ସ୍ମରଣୀୟ ହୋଇ ରହିବ। ପରିବାରବର୍ଗ, ରାଜଧାନୀପୁର, ଭୁବନେଶ୍ୱର। [540, 1275, 701, 1340]
memorial-message: ଆପଣଙ୍କ ବିୟୋଗରେ ଆମେ ଶୋକାଭିଭୂତ। ଆତ୍ମାର ସଦ୍‌ଗତି କାମନା କରୁଛୁ। ଶୋକସନ୍ତପ୍ତ ପରିବାରବର୍ଗ, କଟକ। [367, 1520, 528, 1572]
classified-ad [188, 1671, 352, 1784]
classified-ad-text: ଭୁବନେଶ୍ୱର ଫୁଲନଖରା ଛକରୁ 1.5 km. ଭିତରେ ରେଳଧାରଣା ପାଖରେ ୯୦୦ ବର୍ଗଫୁଟ ୨,୯୫,୦୦୦/- (ଦଶ ବିଭାଗ) ଜମି ମିଳୁଛି। 9938846611. [10, 1660, 174, 1720]
classified-ad [8, 1339, 176, 1437]
horoscope-entry [1072, 827, 1270, 949]
dengue-article [820, 36, 1056, 320]
classified-ad [188, 1335, 352, 1403]
birthday-child-name: ଶ୍ରୁତି ଦାସ (ସାନି) [561, 627, 615, 659]
sale-heading: SALE [8, 344, 176, 377]
memorial-ref: ଧ-୮୦୪୭ [431, 1342, 464, 1353]
classified-ad [8, 625, 176, 678]
adya-birthday-box [646, 34, 808, 246]
nandika-birthday-box [646, 252, 808, 467]
classified-ad-ref: D-7896 [10, 662, 40, 673]
child-photo [315, 41, 387, 107]
classified-ad [362, 736, 530, 834]
horoscope-entry [1284, 813, 1482, 948]
zodiac-sign-name: କନ୍ୟା : [1122, 832, 1157, 844]
classified-ad-ref: D-6272 [10, 2001, 40, 2012]
missing-person-photo [398, 839, 494, 949]
classified-ad-text: 1st floor 1063 sqft. 2BHK Tankapani Road facing, Bhubaneswar. Price- 52 lakhs. Contact: 9777982125. [10, 1441, 174, 1501]
horoscope-text: ମେଷ : ବେପାର ବଣିଜରେ ଲାଭ ମିଳିବ। ଚାକିରିଆଙ୍କ ପାଇଁ ଦିନଟି ଅନୁକୂଳ ରହିବ। ଅର୍ଥାଗମ ସନ୍ତୋଷଜନକ ହେବ। ପାରିବାରିକ କ୍ଷେତ୍ରରେ ଶୁଭ ସମାଚାର ମିଳିପାରେ। ସ୍ୱାସ୍ଥ୍ୟ ପ୍ରତି ଯତ୍ନବାନ ହୁଅନ୍ତୁ। ଦୂର ଯାତ୍ରା ଯୋଗ ରହିଛି। ବନ୍ଧୁଙ୍କ ସହଯୋଗ ମିଳିବ। ବିଦ୍ୟାର୍ଥୀଙ୍କ ପାଇଁ ସମୟ ଶୁଭ। ଗୁରୁଜନଙ୍କ ଆଶୀର୍ବାଦ ପ୍ରାପ୍ତ ହେବ। ସନ୍ଧ୍ୟା ପରେ ମାନସିକ ଶାନ୍ତି ମିଳିବ। [1072, 169, 1270, 293]
horoscope-entry [1072, 164, 1270, 299]
pm-visit-article [820, 597, 1056, 762]
pm-visit-body: ଭୁବନେଶ୍ୱର,୩୧।୧୦(ବ୍ୟୁରୋ)- ବାତ୍ୟା 'ଫାଇଲିନ୍' ଓ ପରବର୍ତ୍ତୀ ବନ୍ୟାରେ କ୍ଷତିଗ୍ରସ୍ତ ଅଞ୍ଚଳ ପରିଦର୍ଶନରେ ପ୍ରଧାନମନ୍ତ୍ରୀ ଆସୁଛନ୍ତି। ସେ ଆକାଶମାର୍ଗରୁ ବିପନ୍ନ ଅଞ୍ଚଳ ଦେଖିବେ ବୋଲି ଜଣାପଡ଼ିଛି। ମୁଖ୍ୟମନ୍ତ୍ରୀ କ୍ଷୟକ୍ଷତି ବିବରଣୀ ଉପସ୍ଥାପନ କରିବେ। ରାଜ୍ୟ ପକ୍ଷରୁ ଅଧିକ କେନ୍ଦ୍ରୀୟ ସହାୟତା ଦାବି କରାଯିବ। ପ୍ରଶାସନିକ ସ୍ତରରେ ପ୍ରସ୍ତୁତି ଚାଲିଛି। [820, 640, 1056, 756]
classified-ad-text: 2BR flat at BJB Nagar. Call: 9778160628, 9338044555. [10, 921, 174, 951]
classified-ad [188, 1000, 352, 1098]
classified-ad-text: ଭୁବନେଶ୍ୱର New Railway Stationଠୁ mouza Dhauaରେ ଜମି ମିଳୁଛି ପ୍ଲଟ psqft. 380/- ଦରରେ ମିଳୁଛି ! 9090816110. [190, 482, 350, 542]
memorial-entry [538, 1369, 703, 1593]
memorial-ref: ଧ-୮୦୬୮ [605, 1793, 636, 1804]
classified-ad-text: ଜମି ବିକ୍ରି NH-5 700 ମିଟର 1500 sqft.ରୁ 2,80,000/-, 200ft. 1500 sqft.- 4,65,000/-, ଘରବାଡ଼ିଜମି (outright). 9938177361, 9438855652. [10, 1810, 174, 1886]
classified-ad-ref: D-7871 [10, 1006, 40, 1017]
birthday-message: ତୁମ ଜନ୍ମଦିନରେ ଅନେକ ଅନେକ ଶୁଭେଚ୍ଛା: ମମ୍, ପପ୍, ଭାଇ ଓ ସମସ୍ତ ପରିବାରବର୍ଗ। [653, 628, 801, 667]
brief-body: ଭୁବନେଶ୍ୱର,୩୧।୧୦(ବ୍ୟୁରୋ)- ଦୀପାବଳି ରାତିରେ ବାଣ ଫୁଟାଇବା ବେଳେ ଗୁରୁତର ଆହତ ହୋଇ ଚିକିତ୍ସାଧୀନ ଥିବା ଜଣେ ଯୁବକଙ୍କର ମୃତ୍ୟୁ ଘଟିଛି। ରକେଟ ବାଣ ହଠାତ୍ ଫାଟିଯିବାରୁ ସେ ଗୁରୁତର ଆହତ ହୋଇଥିଲେ। କ୍ୟାପିଟାଲ ହସ୍ପିଟାଲରେ ଚିକିତ୍ସା ଚାଲିଥିବା ବେଳେ ଗୁରୁବାର ତାଙ୍କର ମୃତ୍ୟୁ ଘଟିଥିଲା। ପୋଲିସ କେସ ରୁଜୁ କରି ତଦନ୍ତ ଚଳାଇଛି। [646, 717, 808, 878]
hotel-raid-headline: ହୋଟେଲରେ ସେକ୍ସ କାରବାର [825, 769, 1051, 794]
central-team-article [722, 1884, 1490, 2326]
classified-ad-text: @2% ବାର୍ଷିକ ସୁଧରେ ପର୍ସନାଲ, ପ୍ରପର୍ଟି, ଏଗ୍ରିକଲଚର, ମାର୍କସିଟ୍, ଡେଅରି ଫାର୍ମ ଓ 4 ଟଙ୍କିଆ ଲୋନ୍ ନିଅନ୍ତୁ। Krishna Finance Ltd. 09718400778, 09540845417. [364, 412, 528, 487]
classified-ad-text: ଜାତକ ଜାତିକାଙ୍କ ଭାଗ୍ୟଫଳ, ବିବାହ, ଚାକିରି, ବ୍ୟବସାୟ, ରୋଗବାଧା, ଗ୍ରହଦୋଷ ସମ୍ପର୍କରେ ଜାଣିବା ପାଇଁ ଯୋଗାଯୋଗ କରନ୍ତୁ। Gurutva Karyalaya. 9338213418, 9238328785. [190, 1676, 350, 1766]
classified-ad [8, 917, 176, 970]
astrologer-name: ଜ୍ୟୋତିର୍ବିଦ୍ୟା ବିଶାରଦ ପ୍ରସନ୍ନ କୁମାର ମହାପାତ୍ର [1150, 89, 1404, 105]
astrology-label: ASTROLOGY [210, 1644, 330, 1662]
facts-body: ଅତିମାତ୍ରାରେ ମାଦକଦ୍ରବ୍ୟ ସେବନ ସ୍ୱାସ୍ଥ୍ୟ ପକ୍ଷେ କ୍ଷତିକାରକ। ସର୍ବଭାରତୀୟ ସ୍ତରରେ ହାରାହାରି ୧୦% ଲୋକ ଦୈନିକ ମଦ୍ୟପାନ କରୁଥିବା ବେଳେ ଓଡ଼ିଶାରେ ଏହି ହାର ୫୯.୦୯ ପ୍ରତିଶତ। ୪୯.୫ ପ୍ରତିଶତ ଲୋକ ସପ୍ତାହରେ ଥରେ ଏବଂ ୧୧% ଦେଶବାସୀ ମାସରେ ଥରେ ମଦ୍ୟପାନ କରନ୍ତି ବୋଲି ଏକ ସର୍ବେକ୍ଷଣରୁ ଜଣାପଡ଼ିଛି। (ଆଇଏନ୍ଏସ୍) [544, 988, 1046, 1027]
birthday-ref: ଧ-୮୮୩୫ [711, 448, 743, 459]
affidavit-ads [362, 638, 530, 834]
horoscope-entry [1284, 543, 1482, 678]
